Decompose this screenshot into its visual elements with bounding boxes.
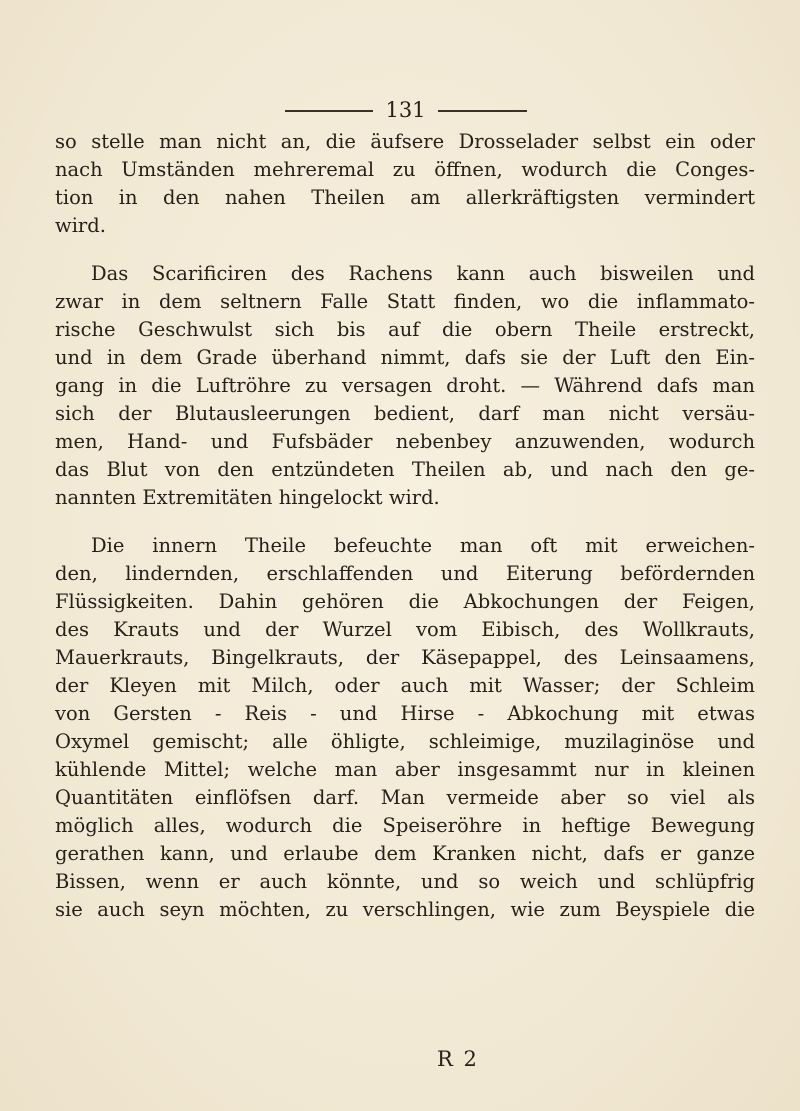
- text-line: nach Umständen mehreremal zu öffnen, wodurch die Conges-: [55, 158, 755, 181]
- text-line: der Kleyen mit Milch, oder auch mit Wasser; der Schleim: [55, 674, 755, 697]
- signature-mark: R 2: [437, 1047, 479, 1071]
- text-line: so stelle man nicht an, die äufsere Drosselader selbst ein oder: [55, 130, 755, 153]
- text-line: den, lindernden, erschlaffenden und Eiterung befördernden: [55, 562, 755, 585]
- text-line: und in dem Grade überhand nimmt, dafs sie der Luft den Ein-: [55, 346, 755, 369]
- body-text: [55, 128, 755, 924]
- text-line: von Gersten - Reis - und Hirse - Abkochung mit etwas: [55, 702, 755, 725]
- text-line: möglich alles, wodurch die Speiseröhre in heftige Bewegung: [55, 814, 755, 837]
- text-line: wird.: [55, 214, 106, 237]
- page-header: [0, 98, 800, 122]
- text-line: sich der Blutausleerungen bedient, darf man nicht versäu-: [55, 402, 755, 425]
- text-line: Quantitäten einflöfsen darf. Man vermeide aber so viel als: [55, 786, 755, 809]
- text-line: nannten Extremitäten hingelockt wird.: [55, 486, 440, 509]
- text-line: Bissen, wenn er auch könnte, und so weich und schlüpfrig: [55, 870, 755, 893]
- text-line: Oxymel gemischt; alle öhligte, schleimige, muzilaginöse und: [55, 730, 755, 753]
- header-rule-left: [285, 110, 373, 112]
- paragraph-1: [55, 128, 755, 240]
- paragraph-3: [55, 532, 755, 924]
- text-line: das Blut von den entzündeten Theilen ab, und nach den ge-: [55, 458, 755, 481]
- text-line: Mauerkrauts, Bingelkrauts, der Käsepappel, des Leinsaamens,: [55, 646, 755, 669]
- text-line: gerathen kann, und erlaube dem Kranken nicht, dafs er ganze: [55, 842, 755, 865]
- page-number: 131: [385, 98, 426, 122]
- text-line: gang in die Luftröhre zu versagen droht. — Während dafs man: [55, 374, 755, 397]
- text-line: tion in den nahen Theilen am allerkräftigsten vermindert: [55, 186, 755, 209]
- text-line: sie auch seyn möchten, zu verschlingen, wie zum Beyspiele die: [55, 898, 755, 921]
- text-line: zwar in dem seltnern Falle Statt finden, wo die inflammato-: [55, 290, 755, 313]
- paragraph-2: [55, 260, 755, 512]
- text-line: men, Hand- und Fufsbäder nebenbey anzuwenden, wodurch: [55, 430, 755, 453]
- text-line: Die innern Theile befeuchte man oft mit erweichen-: [91, 534, 755, 557]
- paragraph-gap: [55, 240, 755, 260]
- header-rule-right: [438, 110, 527, 112]
- text-line: kühlende Mittel; welche man aber insgesammt nur in kleinen: [55, 758, 755, 781]
- text-line: des Krauts und der Wurzel vom Eibisch, des Wollkrauts,: [55, 618, 755, 641]
- paragraph-gap: [55, 512, 755, 532]
- text-line: Das Scarificiren des Rachens kann auch bisweilen und: [91, 262, 755, 285]
- text-line: rische Geschwulst sich bis auf die obern Theile erstreckt,: [55, 318, 755, 341]
- text-line: Flüssigkeiten. Dahin gehören die Abkochungen der Feigen,: [55, 590, 755, 613]
